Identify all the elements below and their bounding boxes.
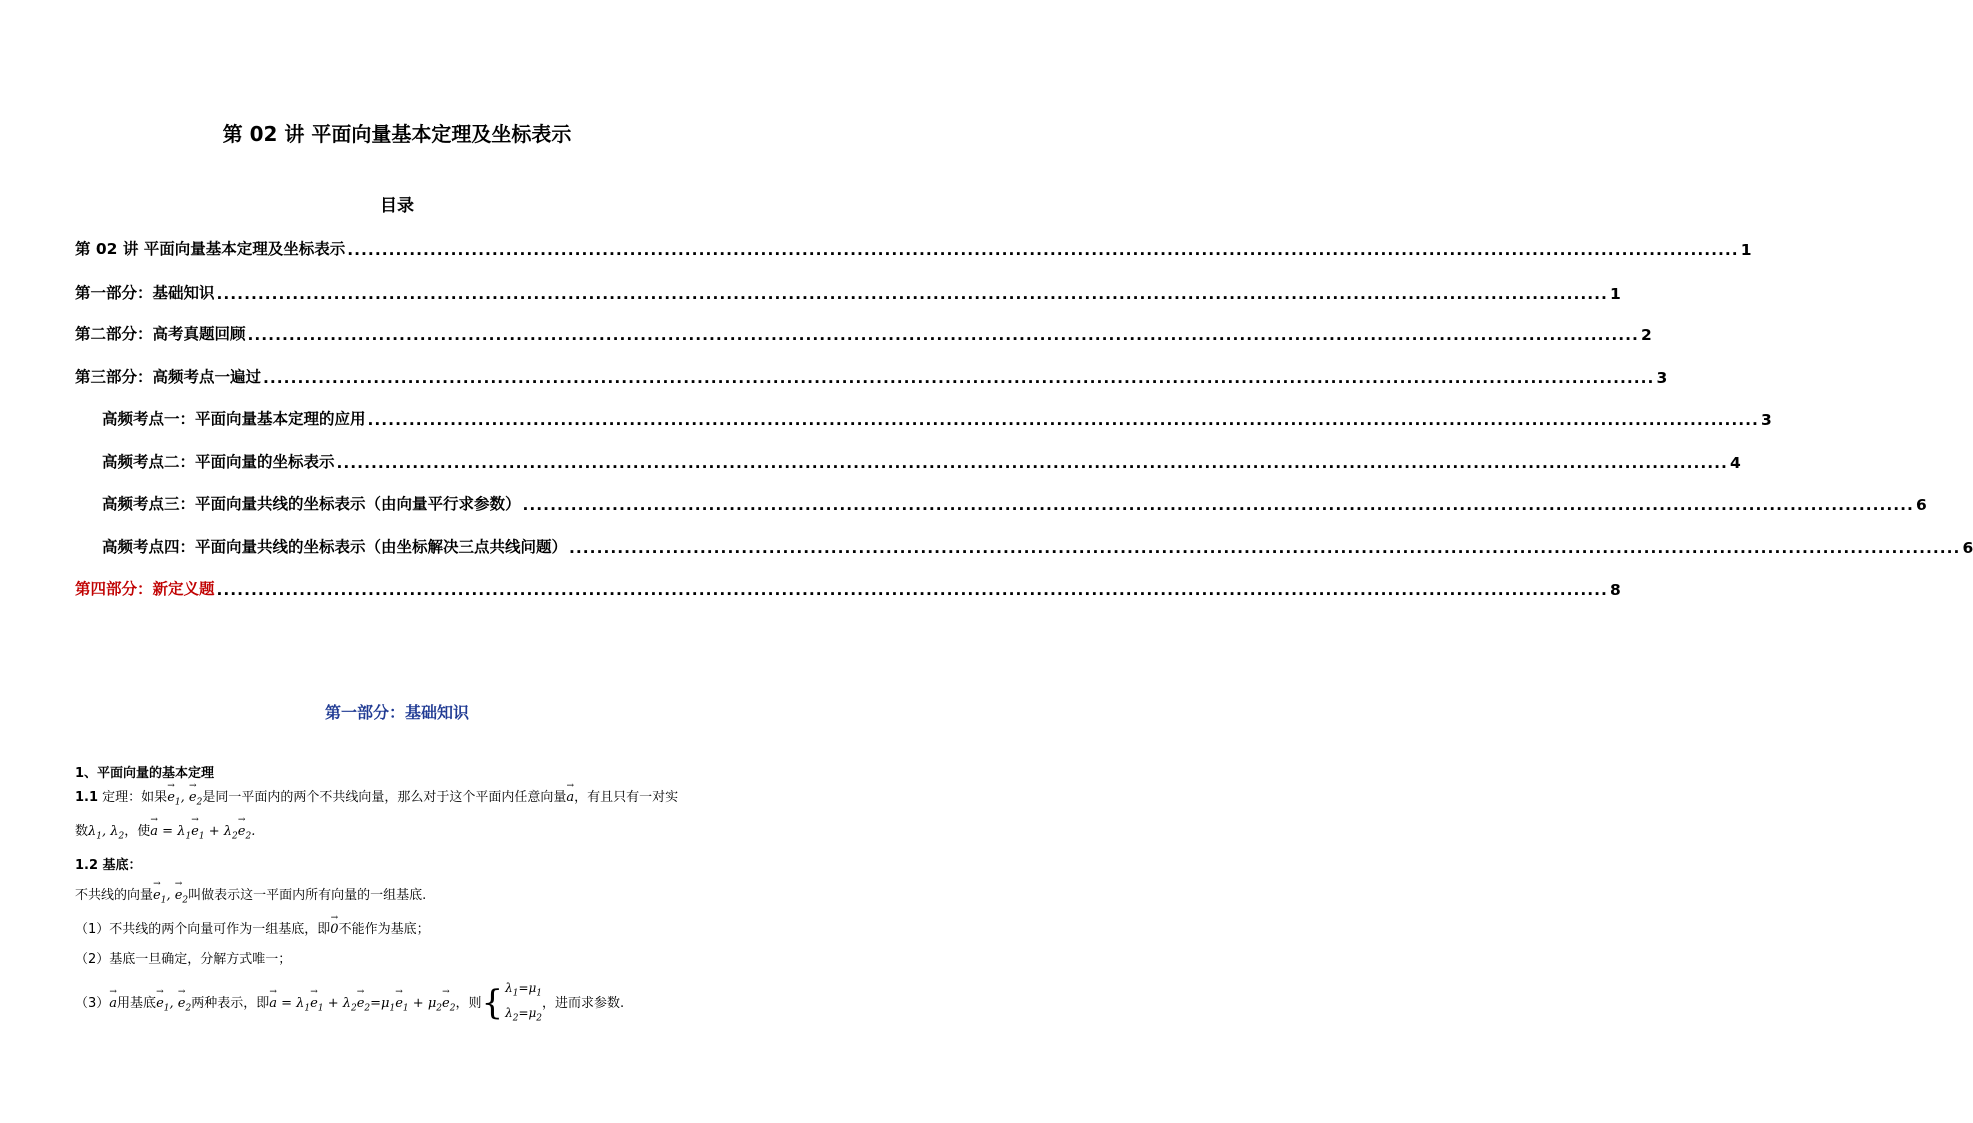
toc-entry-label: 第二部分：高考真题回顾	[75, 325, 246, 343]
text: ，则	[455, 995, 482, 1011]
text: 用基底	[117, 995, 157, 1011]
toc-page-number: 1	[1740, 241, 1752, 259]
toc-page-number: 3	[1656, 369, 1668, 387]
text: 数	[75, 824, 89, 839]
toc-leader: ..........................................................................................................................................................................................................	[336, 454, 1728, 472]
toc-entry[interactable]	[75, 279, 1621, 303]
toc-entry[interactable]	[75, 235, 1752, 259]
text: ，使	[124, 824, 151, 839]
math-vector-a: → a	[566, 790, 574, 805]
toc-entry-label: 第 02 讲 平面向量基本定理及坐标表示	[75, 240, 346, 258]
toc-page-number: 3	[1760, 411, 1772, 429]
document-title: 第 02 讲 平面向量基本定理及坐标表示	[222, 122, 572, 146]
basis-line	[75, 884, 426, 906]
subheading: 1.2 基底：	[75, 858, 142, 873]
toc-entry[interactable]	[75, 320, 1652, 344]
text: 两种表示，即	[191, 995, 270, 1011]
toc-entry[interactable]	[102, 533, 1973, 557]
toc-leader: ..........................................................................................................................................................................................................	[247, 326, 1639, 344]
toc-page-number: 4	[1729, 454, 1741, 472]
toc-entry[interactable]	[75, 575, 1621, 599]
text: （3）	[75, 995, 110, 1011]
toc-entry-label: 高频考点一：平面向量基本定理的应用	[102, 410, 366, 428]
toc-entry[interactable]	[102, 490, 1927, 514]
toc-leader: ..........................................................................................................................................................................................................	[216, 581, 1608, 599]
math-basis: → $e_1$, → $e_2$	[167, 790, 202, 805]
brace: {	[481, 983, 504, 1024]
toc-page-number: 6	[1915, 496, 1927, 514]
toc-leader: ..........................................................................................................................................................................................................	[216, 285, 1608, 303]
math-basis: → $e_1$, → $e_2$	[153, 888, 188, 903]
toc-page-number: 2	[1640, 326, 1652, 344]
toc-leader: ..........................................................................................................................................................................................................	[522, 496, 1914, 514]
text: ，有且只有一对实	[574, 790, 679, 805]
toc-leader: ..........................................................................................................................................................................................................	[347, 241, 1739, 259]
toc-heading: 目录	[380, 196, 414, 216]
definition-line-2	[75, 820, 255, 842]
definition-line-1	[75, 786, 678, 808]
text: 叫做表示这一平面内所有向量的一组基底.	[188, 888, 427, 903]
definition-label: 1.1	[75, 790, 99, 805]
toc-entry-label: 第三部分：高频考点一遍过	[75, 368, 262, 386]
math-zero-vector: → 0	[330, 922, 338, 937]
math-two-decompositions: → $a = \lambda_1\to e_1 + \lambda_2\to e_2=\mu_1\to e_1 + \mu_2\to e_2$	[269, 996, 455, 1011]
text: 是同一平面内的两个不共线向量，那么对于这个平面内任意向量	[202, 790, 567, 805]
toc-leader: ..........................................................................................................................................................................................................	[263, 369, 1655, 387]
toc-leader: ..........................................................................................................................................................................................................	[367, 411, 1759, 429]
math-lambdas: $\lambda_1$, $\lambda_2$	[88, 824, 125, 842]
list-item: （2）基底一旦确定，分解方式唯一；	[75, 952, 292, 967]
toc-entry[interactable]	[102, 405, 1772, 429]
toc-entry-label: 第一部分：基础知识	[75, 284, 215, 302]
toc-page-number: 8	[1609, 581, 1621, 599]
list-item	[75, 978, 624, 1029]
text: 不共线的向量	[75, 888, 154, 903]
text: ，进而求参数.	[542, 995, 625, 1011]
toc-entry-label: 高频考点二：平面向量的坐标表示	[102, 453, 335, 471]
text: 定理：如果	[102, 790, 168, 805]
math-vector-a: → a	[109, 996, 117, 1011]
toc-page-number: 6	[1962, 539, 1973, 557]
text: 不能作为基底；	[338, 922, 430, 937]
toc-entry[interactable]	[102, 448, 1741, 472]
math-basis: → $e_1$, → $e_2$	[156, 996, 191, 1011]
toc-entry-label: 高频考点三：平面向量共线的坐标表示（由向量平行求参数）	[102, 495, 521, 513]
math-decomposition: → $a = \lambda_1\to e_1 + \lambda_2\to e_2$.	[150, 824, 255, 839]
math-system: $\lambda_1=\mu_1$ $\lambda_2=\mu_2$	[505, 981, 543, 1024]
toc-leader: ..........................................................................................................................................................................................................	[569, 539, 1961, 557]
toc-entry[interactable]	[75, 363, 1668, 387]
section-title: 第一部分：基础知识	[324, 703, 469, 722]
toc-entry-label: 高频考点四：平面向量共线的坐标表示（由坐标解决三点共线问题）	[102, 538, 568, 556]
toc-entry-label: 第四部分：新定义题	[75, 580, 215, 598]
text: （1）不共线的两个向量可作为一组基底，即	[75, 922, 331, 937]
list-item	[75, 918, 430, 937]
subheading: 1、平面向量的基本定理	[75, 766, 215, 781]
toc-page-number: 1	[1609, 285, 1621, 303]
